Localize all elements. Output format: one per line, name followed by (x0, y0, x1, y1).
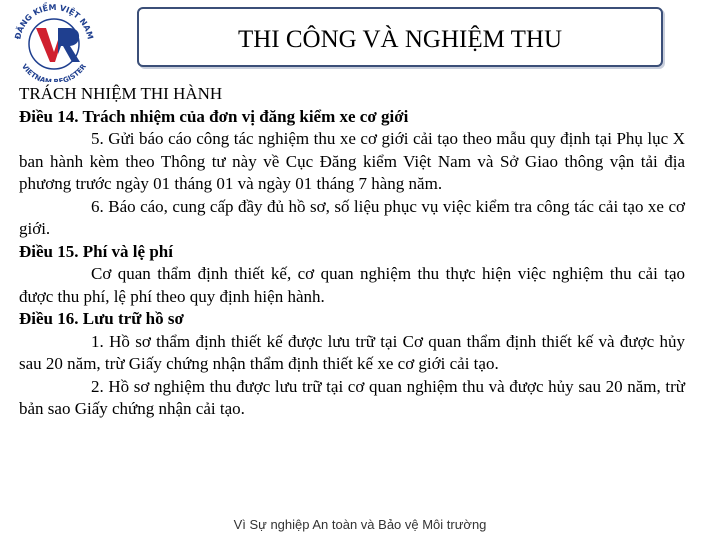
document-body (19, 83, 685, 421)
article-14-item-6: 6. Báo cáo, cung cấp đầy đủ hồ sơ, số liệu phục vụ việc kiểm tra công tác cải tạo xe cơ giới. (19, 196, 685, 238)
article-16-item-2: 2. Hồ sơ nghiệm thu được lưu trữ tại cơ quan nghiệm thu và được hủy sau 20 năm, trừ bản sao Giấy chứng nhận cải tạo. (19, 376, 685, 418)
vietnam-register-logo (6, 2, 102, 82)
footer-slogan: Vì Sự nghiệp An toàn và Bảo vệ Môi trường (233, 517, 487, 532)
article-16-item-1: 1. Hồ sơ thẩm định thiết kế được lưu trữ tại Cơ quan thẩm định thiết kế và được hủy sau 20 năm, trừ Giấy chứng nhận thẩm định thiết kế xe cơ giới cải tạo. (19, 331, 685, 373)
article-16-title: Điều 16. Lưu trữ hồ sơ (19, 309, 184, 328)
article-14-item-5: 5. Gửi báo cáo công tác nghiệm thu xe cơ giới cải tạo theo mẫu quy định tại Phụ lục X ban hành kèm theo Thông tư này về Cục Đăng kiểm Việt Nam và Sở Giao thông vận tải địa phương trước ngày 01 tháng 01 và ngày 01 tháng 7 hàng năm. (19, 129, 685, 193)
article-15-title: Điều 15. Phí và lệ phí (19, 241, 173, 261)
title-box (137, 7, 663, 67)
logo-text-bottom: VIETNAM REGISTER (20, 62, 88, 82)
logo-text-top: ĐĂNG KIỂM VIỆT NAM (13, 2, 95, 41)
section-heading: TRÁCH NHIỆM THI HÀNH (19, 84, 223, 103)
page-title: THI CÔNG VÀ NGHIỆM THU (237, 26, 563, 53)
article-14-title: Điều 14. Trách nhiệm của đơn vị đăng kiểm xe cơ giới (19, 106, 409, 126)
article-15-text: Cơ quan thẩm định thiết kế, cơ quan nghiệm thu thực hiện việc nghiệm thu cải tạo được thu phí, lệ phí theo quy định hiện hành. (19, 264, 685, 306)
